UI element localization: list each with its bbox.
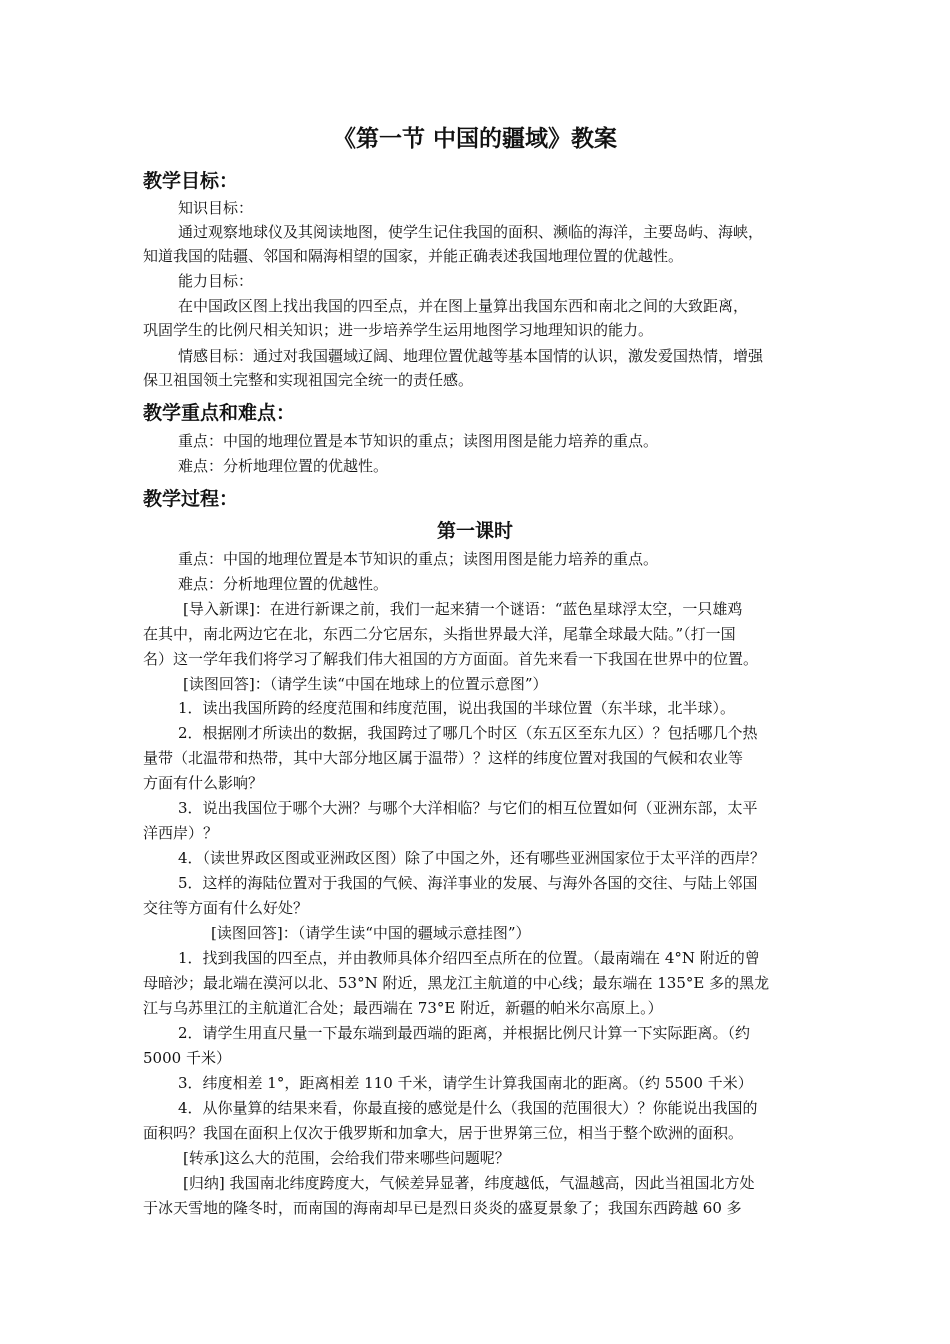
paragraph-line: [归纳] 我国南北纬度跨度大，气候差异显著，纬度越低，气温越高，因此当祖国北方处: [183, 1174, 755, 1192]
paragraph-line: 江与乌苏里江的主航道汇合处；最西端在 73°E 附近，新疆的帕米尔高原上。）: [143, 999, 663, 1017]
paragraph-line: [转承]这么大的范围，会给我们带来哪些问题呢？: [183, 1149, 510, 1167]
paragraph-line: 名）这一学年我们将学习了解我们伟大祖国的方方面面。首先来看一下我国在世界中的位置。: [143, 650, 759, 668]
key-point: 重点：中国的地理位置是本节知识的重点；读图用图是能力培养的重点。: [178, 432, 659, 450]
paragraph-line: 4．从你量算的结果来看，你最直接的感觉是什么（我国的范围很大）？你能说出我国的: [178, 1099, 758, 1117]
heading-lesson-one: 第一课时: [436, 520, 513, 542]
paragraph-line: 面积吗？我国在面积上仅次于俄罗斯和加拿大，居于世界第三位，相当于整个欧洲的面积。: [143, 1124, 744, 1142]
paragraph-line: 知道我国的陆疆、邻国和隔海相望的国家，并能正确表述我国地理位置的优越性。: [143, 247, 684, 265]
paragraph-line: 3．纬度相差 1°，距离相差 110 千米，请学生计算我国南北的距离。（约 5500 千米）: [178, 1074, 753, 1092]
key-point: 重点：中国的地理位置是本节知识的重点；读图用图是能力培养的重点。: [178, 550, 659, 568]
difficult-point: 难点：分析地理位置的优越性。: [178, 457, 389, 475]
paragraph-line: 3．说出我国位于哪个大洲？与哪个大洋相临？与它们的相互位置如何（亚洲东部，太平: [178, 799, 758, 817]
paragraph-line: 情感目标：通过对我国疆域辽阔、地理位置优越等基本国情的认识，激发爱国热情，增强: [178, 347, 764, 365]
paragraph-line: 洋西岸）？: [143, 824, 219, 842]
paragraph-line: 于冰天雪地的隆冬时，而南国的海南却早已是烈日炎炎的盛夏景象了；我国东西跨越 60 多: [143, 1199, 742, 1217]
paragraph-line: 母暗沙；最北端在漠河以北、53°N 附近，黑龙江主航道的中心线；最东端在 135°E 多的黑龙: [143, 974, 770, 992]
paragraph-line: 2．根据刚才所读出的数据，我国跨过了哪几个时区（东五区至东九区）？包括哪几个热: [178, 724, 758, 742]
paragraph-line: 2．请学生用直尺量一下最东端到最西端的距离，并根据比例尺计算一下实际距离。（约: [178, 1024, 751, 1042]
heading-objectives: 教学目标：: [143, 170, 239, 192]
paragraph-line: [导入新课]：在进行新课之前，我们一起来猜一个谜语：“蓝色星球浮太空，一只雄鸡: [183, 600, 743, 618]
heading-process: 教学过程：: [143, 488, 239, 510]
paragraph-line: 量带（北温带和热带，其中大部分地区属于温带）？这样的纬度位置对我国的气候和农业等: [143, 749, 744, 767]
paragraph-line: 通过观察地球仪及其阅读地图，使学生记住我国的面积、濒临的海洋，主要岛屿、海峡，: [178, 223, 764, 241]
paragraph-line: 保卫祖国领土完整和实现祖国完全统一的责任感。: [143, 371, 474, 389]
heading-keypoints: 教学重点和难点：: [143, 402, 296, 424]
paragraph-line: 1．读出我国所跨的经度范围和纬度范围，说出我国的半球位置（东半球，北半球）。: [178, 699, 736, 717]
paragraph-line: 在其中，南北两边它在北，东西二分它居东，头指世界最大洋，尾靠全球最大陆。”（打一国: [143, 625, 736, 643]
document-title: 《第一节 中国的疆域》教案: [332, 126, 617, 152]
paragraph-line: 方面有什么影响？: [143, 774, 264, 792]
paragraph-line: 1．找到我国的四至点，并由教师具体介绍四至点所在的位置。（最南端在 4°N 附近的曾: [178, 949, 760, 967]
ability-label: 能力目标：: [178, 272, 254, 290]
paragraph-line: 5．这样的海陆位置对于我国的气候、海洋事业的发展、与海外各国的交往、与陆上邻国: [178, 874, 758, 892]
paragraph-line: 4．（读世界政区图或亚洲政区图）除了中国之外，还有哪些亚洲国家位于太平洋的西岸？: [178, 849, 766, 867]
knowledge-label: 知识目标：: [178, 199, 254, 217]
paragraph-line: 交往等方面有什么好处？: [143, 899, 309, 917]
paragraph-line: [读图回答]：（请学生读“中国在地球上的位置示意图”）: [183, 675, 548, 693]
paragraph-line: 在中国政区图上找出我国的四至点，并在图上量算出我国东西和南北之间的大致距离，: [178, 297, 749, 315]
difficult-point: 难点：分析地理位置的优越性。: [178, 575, 389, 593]
paragraph-line: 巩固学生的比例尺相关知识；进一步培养学生运用地图学习地理知识的能力。: [143, 321, 654, 339]
paragraph-line: 5000 千米）: [143, 1049, 231, 1067]
paragraph-line: [读图回答]：（请学生读“中国的疆域示意挂图”）: [211, 924, 531, 942]
